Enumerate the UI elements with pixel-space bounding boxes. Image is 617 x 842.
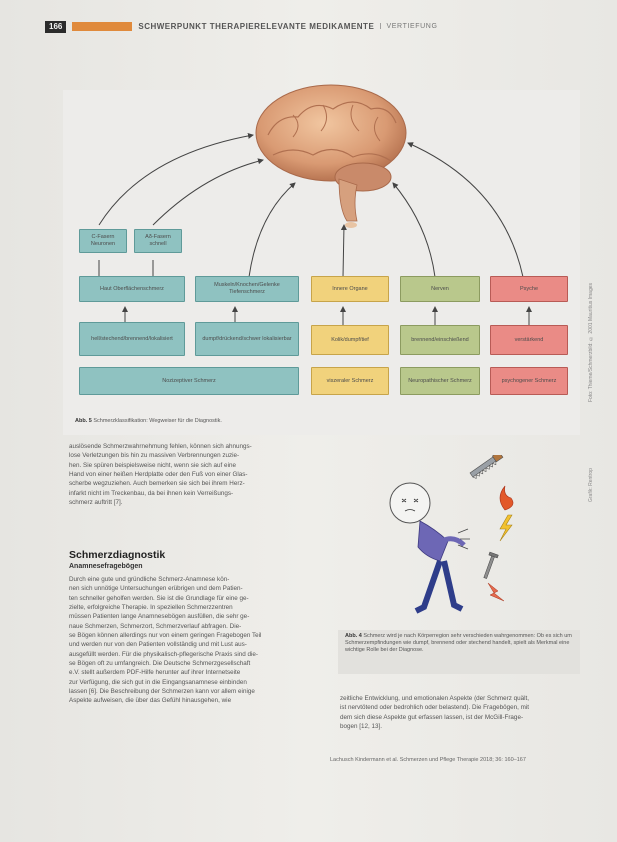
- body-line: nen sich unnötige Untersuchungen erübrigen und dem Patien-: [69, 585, 243, 593]
- intro-line: scherbe wegzuziehen. Auch bemerken sie sich bei ihrem Herz-: [69, 480, 245, 488]
- flame-icon: [500, 486, 513, 510]
- box-nozizeptiver-schmerz: Nozizeptiver Schmerz: [79, 367, 299, 395]
- figure-4-caption: [338, 630, 580, 674]
- intro-line: infarkt nicht im Treckenbau, da bei ihnen kein Verreißungs-: [69, 489, 234, 497]
- intro-paragraph: [69, 442, 321, 507]
- header-subtitle: VERTIEFUNG: [386, 23, 438, 30]
- subsection-title: Anamnesefragebögen: [69, 563, 143, 570]
- box-muskel: Muskeln/Knochen/Gelenke Tiefenschmerz: [195, 276, 299, 302]
- figure-5-caption: [75, 418, 222, 424]
- box-neuropathischer-schmerz: Neuropathischer Schmerz: [400, 367, 480, 395]
- person-in-pain: [390, 483, 464, 611]
- right-column-text: [340, 694, 580, 731]
- box-haut: Haut Oberflächenschmerz: [79, 276, 185, 302]
- figure-5-caption-text: Schmerzklassifikation: Wegweiser für die Diagnostik.: [93, 418, 222, 424]
- lightning-icon: [500, 515, 512, 541]
- box-psychogener-schmerz: psychogener Schmerz: [490, 367, 568, 395]
- saw-icon: [469, 455, 504, 480]
- box-hell-stechend: hell/stechend/brennend/lokalisiert: [79, 322, 185, 356]
- left-column-text: [69, 575, 321, 706]
- body-line: und werden nur von den Patienten vollständig und mit Lust aus-: [69, 641, 247, 649]
- body-line: Aspekte aufweisen, die über das Gefühl hinausgehen, wie: [69, 697, 232, 705]
- box-adelta-fasern: Aδ-Fasern schnell: [134, 229, 182, 253]
- body-line: ist nervtötend oder bedrohlich oder belastend). Die Fragebögen, mit: [340, 704, 530, 712]
- figure-4-illustration: [380, 455, 540, 627]
- brain-illustration: [256, 85, 406, 228]
- intro-line: lose Verletzungen bis hin zu massiven Verbrennungen zuzie-: [69, 452, 240, 460]
- page-number: 166: [45, 21, 66, 33]
- body-line: zielte, erfolgreiche Therapie. In speziellen Schmerzzentren: [69, 604, 233, 612]
- running-header: [45, 20, 580, 33]
- body-line: müssen Patienten lange Anamnesebögen ausfüllen, die sehr ge-: [69, 613, 250, 621]
- body-line: bogen [12, 13].: [340, 723, 383, 731]
- box-brennend: brennend/einschießend: [400, 325, 480, 355]
- box-c-fasern: C-Fasern Neuronen: [79, 229, 127, 253]
- figure-4-caption-text: Schmerz wird je nach Körperregion sehr verschieden wahrgenommen: Ob es sich um Schmerzempfindungen wie dumpf, brennend oder stechend handelt, spielt als Merkmal eine wichtige Rolle bei der Diagnose.: [345, 633, 572, 653]
- section-title: Schmerzdiagnostik: [69, 549, 166, 561]
- box-nerven: Nerven: [400, 276, 480, 302]
- figure-4-caption-label: Abb. 4: [345, 633, 362, 639]
- box-innere-organe: Innere Organe: [311, 276, 389, 302]
- body-line: se Bögen können allerdings nur von einem geringen Fragebogen Teil: [69, 632, 262, 640]
- header-title: SCHWERPUNKT THERAPIERELEVANTE MEDIKAMENTE: [138, 22, 375, 31]
- box-psyche: Psyche: [490, 276, 568, 302]
- side-credit: Foto: Thieme/Schmerzbild: © 2001 Mauritius Images: [588, 282, 594, 402]
- side-credit-graphic: Grafik: Rentrop: [588, 468, 594, 502]
- nail-icon: [481, 552, 498, 580]
- body-line: lassen [6]. Die Beschreibung der Schmerzen kann vor allem einige: [69, 688, 255, 696]
- body-line: e.V. stellt außerdem PDF-Hilfe herunter auf ihrer Internetseite: [69, 669, 241, 677]
- box-kolik: Kolik/dumpf/tief: [311, 325, 389, 355]
- body-line: naue Schmerzen, Schmerzort, Schmerzverlauf abfragen. Die-: [69, 622, 242, 630]
- intro-line: schmerz auftritt [7].: [69, 499, 123, 507]
- body-line: zeitliche Entwicklung, und emotionalen Aspekte (der Schmerz quält,: [340, 695, 530, 702]
- box-dumpf-drueckend: dumpf/drückend/schwer lokalisierbar: [195, 322, 299, 356]
- body-line: ten schneller geholfen werden. Sie ist die Grundlage für eine ge-: [69, 594, 249, 602]
- box-viszeraler-schmerz: viszeraler Schmerz: [311, 367, 389, 395]
- intro-line: auslösende Schmerzwahrnehmung fehlen, können sich ahnungs-: [69, 443, 252, 450]
- box-verstaerkend: verstärkend: [490, 325, 568, 355]
- lightning-icon: [488, 583, 504, 601]
- header-separator: I: [379, 22, 382, 31]
- body-line: Durch eine gute und gründliche Schmerz-Anamnese kön-: [69, 576, 230, 583]
- intro-line: Hand von einer heißen Herdplatte oder den Fuß von einer Glas-: [69, 471, 248, 479]
- body-line: se Bögen oft zu umfangreich. Die Deutsche Schmerzgesellschaft: [69, 660, 251, 668]
- page-footer: Lachusch Kindermann et al. Schmerzen und Pflege Therapie 2018; 36: 160–167: [330, 757, 526, 763]
- figure-5-caption-label: Abb. 5: [75, 418, 92, 424]
- body-line: zur Verfügung, die sich gut in die Eingangsanamnese einbinden: [69, 678, 247, 686]
- body-line: dem sich diese Aspekte gut erfassen lassen, ist der McGill-Frage-: [340, 713, 524, 721]
- body-line: ausgefüllt werden. Für die physikalisch-pflegerische Praxis sind die-: [69, 650, 258, 658]
- intro-line: hen. Sie spüren beispielsweise nicht, wenn sie sich auf eine: [69, 461, 236, 469]
- header-color-bar: [72, 22, 132, 31]
